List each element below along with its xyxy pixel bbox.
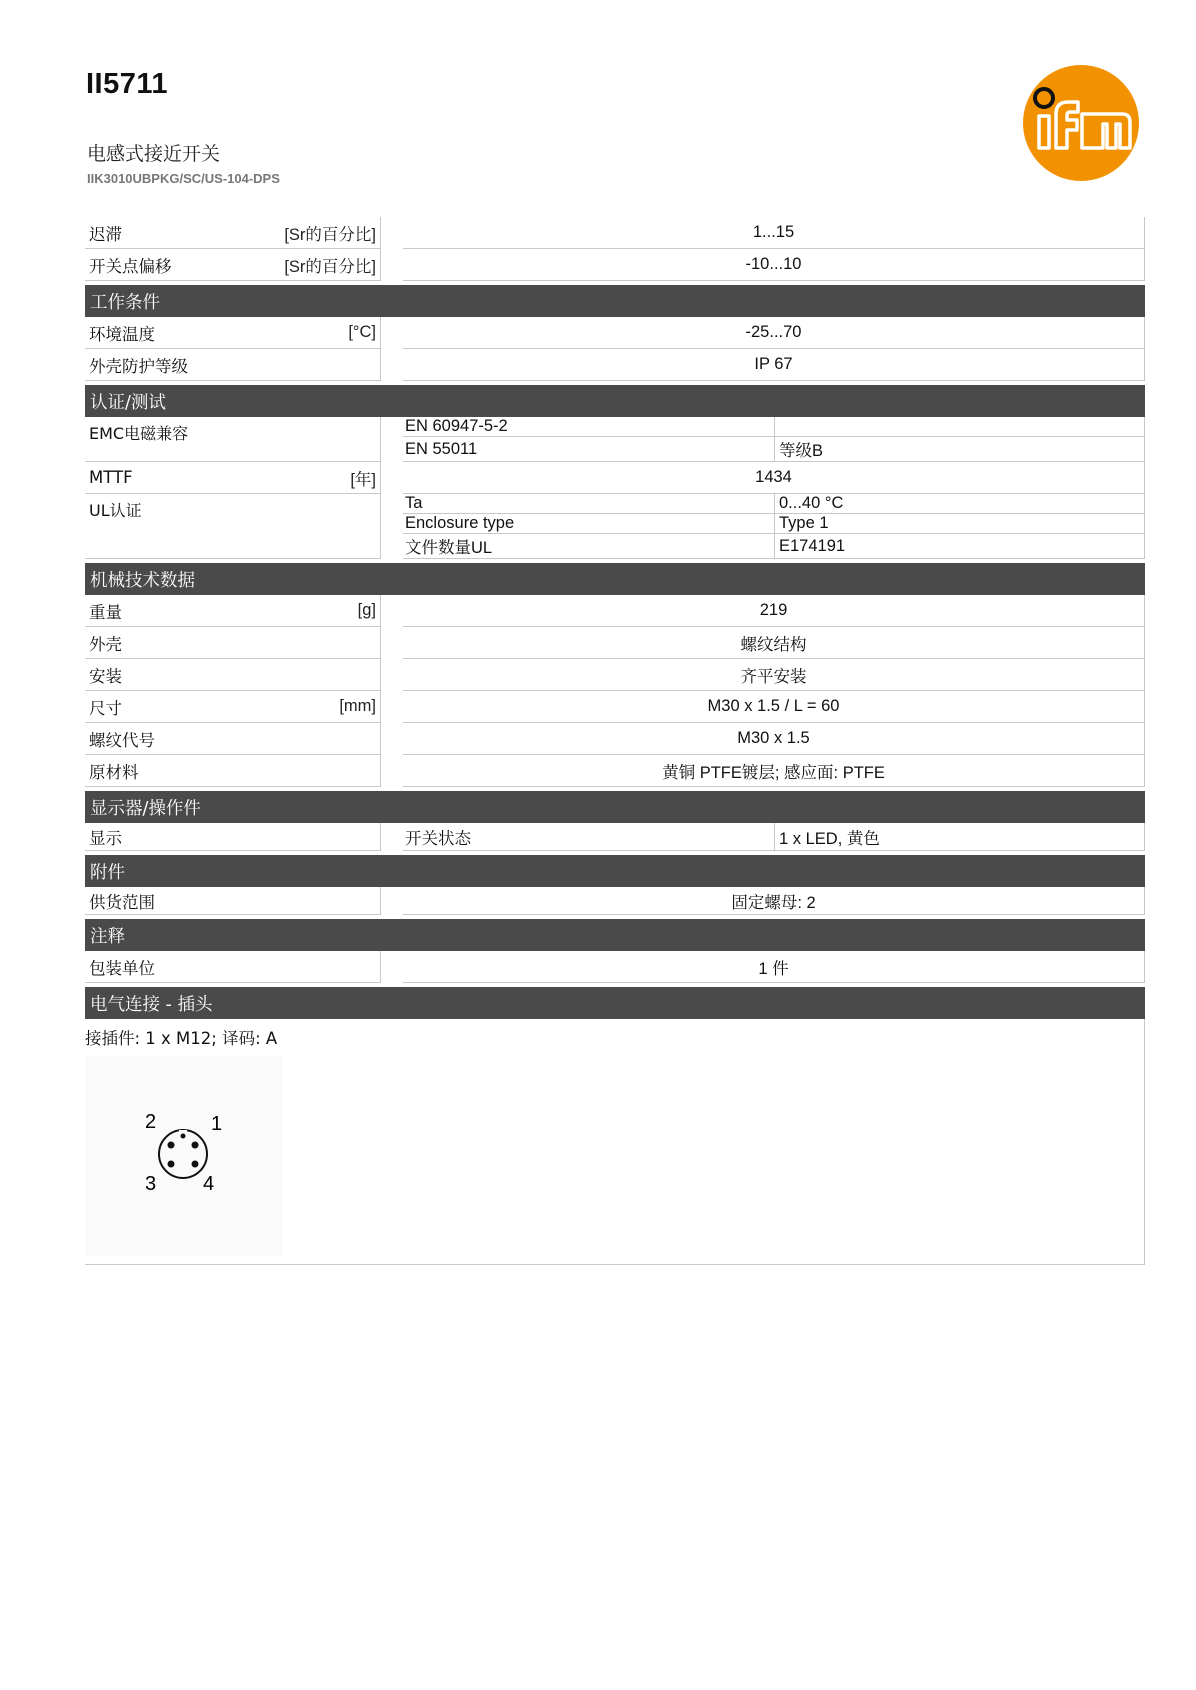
label-cell [85,494,381,559]
row-ambient-temp [85,317,1145,349]
label-cell [85,755,381,787]
row-label: 尺寸 [89,698,122,718]
sub-value-a: EN 60947-5-2 [403,417,775,437]
row-emc [85,417,1145,462]
label-cell [85,887,381,915]
connector-panel [85,1019,1145,1265]
row-label: 安装 [89,666,122,686]
row-weight [85,595,1145,627]
m12-pin-diagram [85,1056,283,1256]
ifm-logo [1022,64,1140,182]
row-unit: [mm] [339,697,376,715]
sub-value-b: 0...40 °C [775,494,1145,514]
row-value: 齐平安装 [403,659,1145,691]
sub-value-b [775,417,1145,437]
section-display: 显示器/操作件 [85,791,1145,823]
row-mounting [85,659,1145,691]
sub-value-a: 开关状态 [403,823,775,851]
sub-value-b: E174191 [775,534,1145,559]
product-title: II5711 [86,68,169,100]
spec-table [85,217,1145,1265]
row-label: UL认证 [89,501,142,520]
row-label: 重量 [89,602,122,622]
coding-key [181,1134,186,1139]
row-scope-of-delivery [85,887,1145,915]
label-cell [85,462,381,494]
section-approvals: 认证/测试 [85,385,1145,417]
row-value: -25...70 [403,317,1145,349]
row-unit: [Sr的百分比] [284,225,376,244]
sub-value-b: 1 x LED, 黄色 [775,823,1145,851]
row-label: 包装单位 [89,958,155,978]
label-cell [85,627,381,659]
row-label: 原材料 [89,762,139,782]
pin-label-1: 1 [211,1113,223,1135]
label-cell [85,595,381,627]
pin-1 [192,1142,199,1149]
row-label: 环境温度 [89,324,155,344]
row-label: 开关点偏移 [89,256,172,276]
product-type: 电感式接近开关 [87,143,221,165]
label-cell [85,659,381,691]
pin-label-4: 4 [203,1173,215,1195]
connector-text: 接插件: 1 x M12; 译码: A [85,1029,278,1048]
order-code: IIK3010UBPKG/SC/US-104-DPS [87,171,280,186]
row-packaging-unit [85,951,1145,983]
row-materials [85,755,1145,787]
row-ul [85,494,1145,559]
section-remarks: 注释 [85,919,1145,951]
label-cell [85,349,381,381]
section-electrical: 电气连接 - 插头 [85,987,1145,1019]
pin-label-2: 2 [145,1111,157,1133]
row-label: 迟滞 [89,224,122,244]
row-switch-point-drift [85,249,1145,281]
row-label: 显示 [89,828,122,848]
label-cell [85,249,381,281]
section-operating: 工作条件 [85,285,1145,317]
row-unit: [°C] [348,323,376,341]
pin-2 [168,1142,175,1149]
sub-value-a: EN 55011 [403,437,775,462]
row-value: 固定螺母: 2 [403,887,1145,915]
row-value: M30 x 1.5 [403,723,1145,755]
row-thread [85,723,1145,755]
row-housing [85,627,1145,659]
label-cell [85,417,381,462]
row-display [85,823,1145,851]
label-cell [85,823,381,851]
row-label: EMC电磁兼容 [89,424,189,443]
row-mttf [85,462,1145,494]
label-cell [85,723,381,755]
row-value: 1434 [403,462,1145,494]
connector-diagram [85,1056,283,1256]
row-unit: [Sr的百分比] [284,257,376,276]
sub-value-a: Ta [403,494,775,514]
pin-3 [168,1161,175,1168]
row-value: 黄铜 PTFE镀层; 感应面: PTFE [403,755,1145,787]
sub-value-b: Type 1 [775,514,1145,534]
row-label: 外壳防护等级 [89,356,188,376]
row-value: 1 件 [403,951,1145,983]
sub-value-b: 等级B [775,437,1145,462]
label-cell [85,951,381,983]
label-cell [85,691,381,723]
row-label: 螺纹代号 [89,730,155,750]
row-value: M30 x 1.5 / L = 60 [403,691,1145,723]
row-dimensions [85,691,1145,723]
row-value: 1...15 [403,217,1145,249]
sub-value-a: 文件数量UL [403,534,775,559]
row-unit: [g] [357,601,376,619]
row-protection [85,349,1145,381]
row-value: 螺纹结构 [403,627,1145,659]
row-unit: [年] [350,470,376,489]
pin-label-3: 3 [145,1173,157,1195]
row-label: 外壳 [89,634,122,654]
row-hysteresis [85,217,1145,249]
section-accessories: 附件 [85,855,1145,887]
label-cell [85,317,381,349]
pin-4 [192,1161,199,1168]
row-value: -10...10 [403,249,1145,281]
label-cell [85,217,381,249]
sub-value-a: Enclosure type [403,514,775,534]
row-label: 供货范围 [89,892,155,912]
section-mechanical: 机械技术数据 [85,563,1145,595]
row-label: MTTF [89,468,133,487]
row-value: 219 [403,595,1145,627]
row-value: IP 67 [403,349,1145,381]
